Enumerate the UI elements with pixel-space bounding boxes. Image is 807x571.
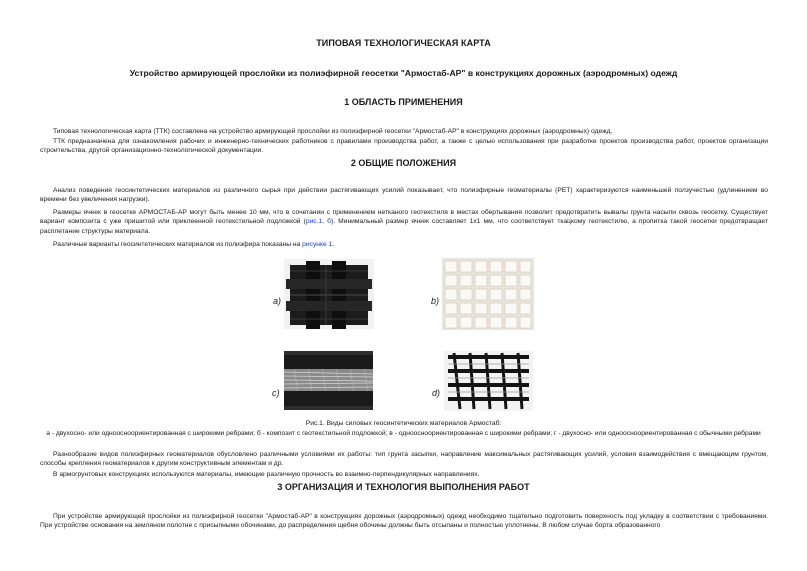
geogrid-photo-c (284, 351, 373, 410)
figure-1-link[interactable]: рисунке 1 (302, 241, 333, 248)
figure-label-a: а) (273, 296, 282, 306)
figure-1b-link[interactable]: рис.1, б (305, 218, 331, 226)
figure-label-d: d) (432, 388, 441, 398)
document-subtitle: Устройство армирующей прослойки из полиэфирной геосетки "Армостаб-АР" в конструкциях дорожных (аэродромных) одежд (129, 68, 678, 78)
section-1-paragraph-1: Типовая технологическая карта (ТТК) составлена на устройство армирующей прослойки из полиэфирной геосетки "Армостаб-АР" в конструкциях дорожных (аэродромных) одежд. (53, 128, 613, 135)
document-title: ТИПОВАЯ ТЕХНОЛОГИЧЕСКАЯ КАРТА (316, 38, 491, 48)
figure-label-b: b) (431, 296, 440, 306)
after-figure-paragraph-1: Разнообразие видов полиэфирных геоматериалов обусловлено различными условиями их работы: тип грунта засыпки, направление максимальных растягивающих усилий, условия взаимодействия с вмещающим грунтом, способы крепления геоматериалов к другим конструктивным элементам и др. (40, 451, 768, 468)
section-2-heading: 2 ОБЩИЕ ПОЛОЖЕНИЯ (350, 158, 457, 168)
geogrid-photo-a (284, 259, 374, 329)
section-3-paragraph-1: При устройстве армирующей прослойки из полиэфирной геосетки "Армостаб-АР" в конструкциях дорожных (аэродромных) одежд необходимо тщательно подготовить поверхность под укладку в соответствии с требованиями. При устройстве основания на земляном полотне с присыпными обочинами, до распределения щебня обочины должны быть отсыпаны и полностью уплотнены. В любом случае борта образованного (40, 513, 768, 530)
geogrid-photo-b (442, 258, 534, 330)
after-figure-paragraph-2: В армогрунтовых конструкциях используются материалы, имеющие различную прочность во взаимно-перпендикулярных направлениях. (53, 471, 480, 478)
figure-caption-text: а - двухосно- или одноосноориентированная с широкими ребрами; б - композит с геотекстильной подложкой; в - одноосноориентированная с широкими ребрами; г - двухосно- или одноосноориентированная с обычными ребрами (46, 430, 761, 437)
section-2-paragraph-3: Различные варианты геосинтетических материалов из полиэфира показаны на рисунке 1. (53, 241, 335, 248)
section-2-paragraph-2: Размеры ячеек в геосетке АРМОСТАБ-АР могут быть менее 10 мм, что в сочетании с применением нетканого геотекстиля в местах обертывания позволит предотвратить вывалы грунта насыпи сквозь геосетку. Существует вариант композита с уже пришитой или приклеенной геотекстильной подложкой (рис.1, б). Минимальный размер ячеек составляет 1х1 мм, что соответствует ткацкому геотекстилю, а пропитка такой геосетки предотвращает расплетание структуры материала. (40, 209, 768, 235)
geogrid-photo-d (444, 351, 533, 411)
section-1-heading: 1 ОБЛАСТЬ ПРИМЕНЕНИЯ (344, 97, 463, 107)
section-3-heading: 3 ОРГАНИЗАЦИЯ И ТЕХНОЛОГИЯ ВЫПОЛНЕНИЯ РАБОТ (277, 482, 530, 492)
section-1-paragraph-2: ТТК предназначена для ознакомления рабочих и инженерно-технических работников с правилами производства работ, а также с целью использования при разработке проектов производства работ, проектов организации строительства, другой организационно-технологической документации. (40, 138, 768, 155)
figure-label-c: c) (272, 388, 280, 398)
section-2-paragraph-1: Анализ поведения геосинтетических материалов из различного сырья при действии растягивающих усилий показывает, что полиэфирные геоматериалы (PET) характеризуются наименьшей ползучестью (удлинением во времени без увеличения нагрузки). (40, 187, 768, 204)
figure-caption-title: Рис.1. Виды силовых геосинтетических материалов Армостаб: (305, 420, 502, 427)
